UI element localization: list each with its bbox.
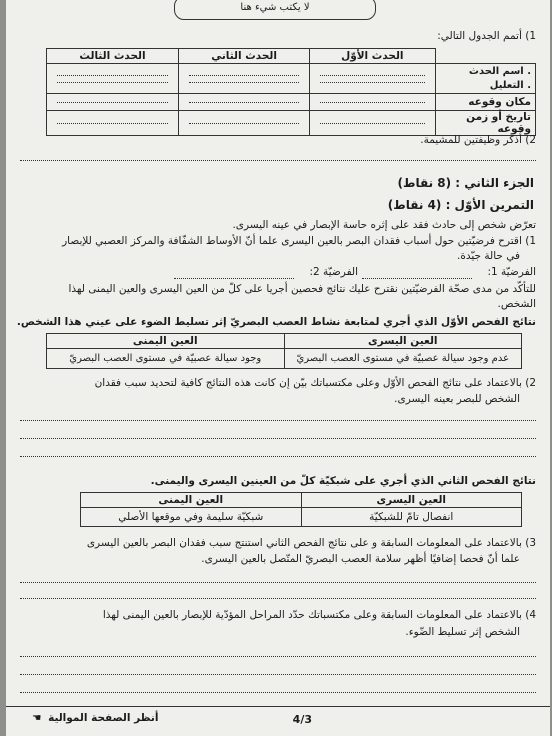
item-1-line-1: 1) اقترح فرضيّتين حول أسباب فقدان البصر بالعين اليسرى علما أنّ الأوساط الشفّافة والمركز العصبي للإبصار	[62, 235, 536, 247]
exam-page	[6, 0, 550, 736]
question-ex-2-line-1: 2) بالاعتماد على نتائج الفحص الأوّل وعلى مكتسباتك بيّن إن كانت هذه النتائج كافية لتحديد سبب فقدان	[94, 377, 536, 389]
exam-1-table	[46, 333, 522, 369]
table1-cell[interactable]	[47, 111, 179, 136]
intro-text: تعرّض شخص إلى حادث فقد على إثره حاسة الإبصار في عينه اليسرى.	[232, 219, 536, 231]
table1-cell[interactable]	[47, 94, 179, 111]
table1-corner	[435, 49, 536, 64]
pointing-hand-icon: ☚	[32, 712, 42, 724]
answer-line[interactable]	[20, 438, 536, 439]
answer-line[interactable]	[20, 674, 536, 675]
answer-line[interactable]	[20, 160, 536, 161]
verify-line-2: الشخص.	[497, 298, 536, 310]
events-table	[46, 48, 536, 136]
part-2-title: الجزء الثاني : (8 نقاط)	[397, 176, 534, 190]
table1-cell[interactable]	[179, 64, 310, 94]
footer-divider	[6, 706, 550, 707]
table1-header-3: الحدث الثالث	[47, 49, 179, 64]
table1-row-label-1: . اسم الحدث . التعليل	[435, 64, 536, 94]
table2-header-left-eye: العين اليسرى	[284, 334, 522, 349]
question-4-line-2: الشخص إثر تسليط الضّوء.	[405, 626, 520, 638]
verify-line-1: للتأكّد من مدى صحّة الفرضيّتين نقترح عليك نتائج فحصين أجريا على كلّ من العين اليسرى والعين اليمنى لهذا	[68, 283, 536, 295]
table1-header-2: الحدث الثاني	[179, 49, 310, 64]
table1-row-label-2: مكان وقوعه	[435, 94, 536, 111]
table1-cell[interactable]	[310, 94, 435, 111]
page-number: 4/3	[292, 713, 312, 726]
question-2: 2) أذكر وظيفتين للمشيمة.	[420, 134, 536, 146]
answer-line[interactable]	[20, 598, 536, 599]
question-1: 1) أتمم الجدول التالي:	[437, 30, 536, 42]
table1-cell[interactable]	[179, 94, 310, 111]
answer-line[interactable]	[20, 456, 536, 457]
table3-header-left-eye: العين اليسرى	[301, 493, 522, 508]
answer-line[interactable]	[20, 656, 536, 657]
table1-row-label-3: تاريخ أو زمن وقوعه	[435, 111, 536, 136]
hypothesis-1-line[interactable]	[362, 278, 472, 279]
question-3-line-2: علما أنّ فحصا إضافيًا أظهر سلامة العصب البصريّ المتّصل بالعين اليسرى.	[201, 553, 520, 565]
table2-header-right-eye: العين اليمنى	[47, 334, 285, 349]
answer-line[interactable]	[20, 582, 536, 583]
table1-cell[interactable]	[179, 111, 310, 136]
table3-header-right-eye: العين اليمنى	[81, 493, 302, 508]
answer-line[interactable]	[20, 692, 536, 693]
answer-line[interactable]	[20, 420, 536, 421]
exam-2-title: نتائج الفحص الثاني الذي أجري على شبكيّة كلّ من العينين اليسرى واليمنى.	[150, 475, 536, 487]
exam-1-title: نتائج الفحص الأوّل الذي أجري لمتابعة نشاط العصب البصريّ إثر تسليط الضوء على عيني هذا الشخص.	[16, 316, 536, 328]
item-1-line-2: في حالة جيّدة.	[457, 250, 520, 262]
question-4-line-1: 4) بالاعتماد على المعلومات السابقة وعلى مكتسباتك حدّد المراحل المؤدّية للإبصار بالعين اليمنى لهذا	[102, 609, 536, 621]
exercise-1-title: التمرين الأوّل : (4 نقاط)	[387, 198, 534, 212]
hypothesis-2-label: الفرضيّة 2:	[309, 266, 358, 278]
table1-cell[interactable]	[310, 64, 435, 94]
table1-cell[interactable]	[47, 64, 179, 94]
table1-cell[interactable]	[310, 111, 435, 136]
no-write-box: لا يكتب شيء هنا	[174, 0, 376, 20]
table2-cell-right: وجود سيالة عصبيّة في مستوى العصب البصريّ	[47, 349, 285, 369]
exam-2-table	[80, 492, 522, 527]
table1-header-1: الحدث الأوّل	[310, 49, 435, 64]
table3-cell-right: شبكيّة سليمة وفي موقعها الأصلي	[81, 508, 302, 527]
next-page-note: أنظر الصفحة الموالية ☚	[32, 712, 159, 724]
hypothesis-1-label: الفرضيّة 1:	[487, 266, 536, 278]
table2-cell-left: عدم وجود سيالة عصبيّة في مستوى العصب البصريّ	[284, 349, 522, 369]
table3-cell-left: انفصال تامّ للشبكيّة	[301, 508, 522, 527]
question-ex-2-line-2: الشخص للبصر بعينه اليسرى.	[394, 393, 520, 405]
hypothesis-2-line[interactable]	[174, 278, 294, 279]
question-3-line-1: 3) بالاعتماد على المعلومات السابقة و على نتائج الفحص الثاني استنتج سبب فقدان البصر بالعين اليسرى	[86, 537, 536, 549]
